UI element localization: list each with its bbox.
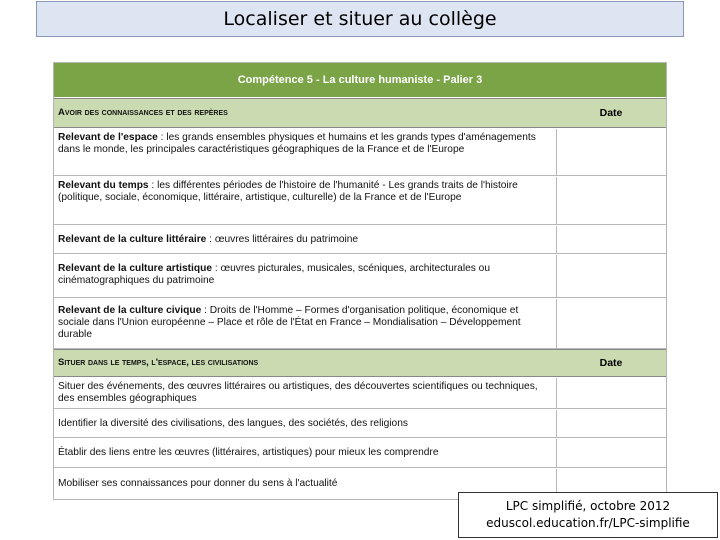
item-description: : œuvres littéraires du patrimoine [206, 233, 359, 245]
item-row-civique [54, 299, 666, 349]
date-cell[interactable] [556, 255, 666, 297]
section-title-text: Situer dans le temps, l'espace, les civilisations [58, 357, 259, 368]
item-row-situer [54, 378, 666, 409]
item-description: Mobiliser ses connaissances pour donner du sens à l'actualité [58, 478, 338, 489]
section-title [54, 99, 556, 127]
section-title-text: Avoir des connaissances et des repères [58, 107, 228, 118]
item-description: : œuvres picturales, musicales, scéniques, architecturales ou cinématographiques du patrimoine [58, 263, 491, 286]
item-row-identifier [54, 410, 666, 438]
item-description: : les différentes périodes de l'histoire de l'humanité - Les grands traits de l'histoire (politique, sociale, économique, littéraire, artistique, culturelle) de la France et de l'Europe [58, 180, 518, 203]
slide-title-box [36, 1, 684, 37]
date-column-header: Date [599, 357, 623, 369]
date-cell[interactable] [556, 299, 666, 348]
source-footer [458, 492, 718, 538]
date-cell[interactable] [556, 129, 666, 175]
item-row-espace [54, 129, 666, 176]
item-description: : Droits de l'Homme – Formes d'organisation politique, économique et sociale dans l'Union européenne – Place et rôle de l'État en France – Mondialisation – Développement durable [58, 305, 521, 340]
item-text [54, 255, 556, 297]
section-title [54, 350, 556, 376]
item-text [54, 129, 556, 175]
item-text [54, 226, 556, 253]
item-description: : les grands ensembles physiques et humains et les grands types d'aménagements dans le monde, les principales caractéristiques géographiques de la France et de l'Europe [58, 132, 536, 155]
item-text [54, 378, 556, 408]
item-label: Relevant de la culture civique [58, 305, 202, 316]
item-row-etablir [54, 439, 666, 468]
item-label: Relevant de la culture artistique [58, 263, 212, 274]
item-label: Relevant du temps [58, 180, 149, 191]
section-header-situer [54, 349, 666, 377]
date-cell[interactable] [556, 177, 666, 224]
date-cell[interactable] [556, 226, 666, 253]
item-text [54, 439, 556, 467]
competence-document [53, 62, 667, 500]
item-description: Situer des événements, des œuvres littéraires ou artistiques, des découvertes scientifiques ou techniques, des ensembles géographiques [58, 381, 538, 404]
item-row-artistique [54, 255, 666, 298]
item-row-litteraire [54, 226, 666, 254]
item-description: Établir des liens entre les œuvres (littéraires, artistiques) pour mieux les comprendre [58, 447, 439, 458]
date-column-header: Date [599, 107, 623, 119]
item-text [54, 177, 556, 224]
date-cell[interactable] [556, 439, 666, 467]
item-text [54, 299, 556, 348]
date-cell[interactable] [556, 410, 666, 437]
item-description: Identifier la diversité des civilisations, des langues, des sociétés, des religions [58, 417, 408, 429]
footer-line-2: eduscol.education.fr/LPC-simplifie [486, 516, 690, 530]
footer-line-1: LPC simplifié, octobre 2012 [505, 499, 671, 513]
section-header-connaissances [54, 98, 666, 128]
competence-header [54, 63, 666, 97]
slide-title: Localiser et situer au collège [223, 8, 497, 30]
competence-header-text: Compétence 5 - La culture humaniste - Palier 3 [237, 74, 483, 86]
item-label: Relevant de l'espace [58, 132, 158, 143]
item-label: Relevant de la culture littéraire [58, 233, 207, 245]
date-cell[interactable] [556, 378, 666, 408]
item-row-temps [54, 177, 666, 225]
item-text [54, 410, 556, 437]
